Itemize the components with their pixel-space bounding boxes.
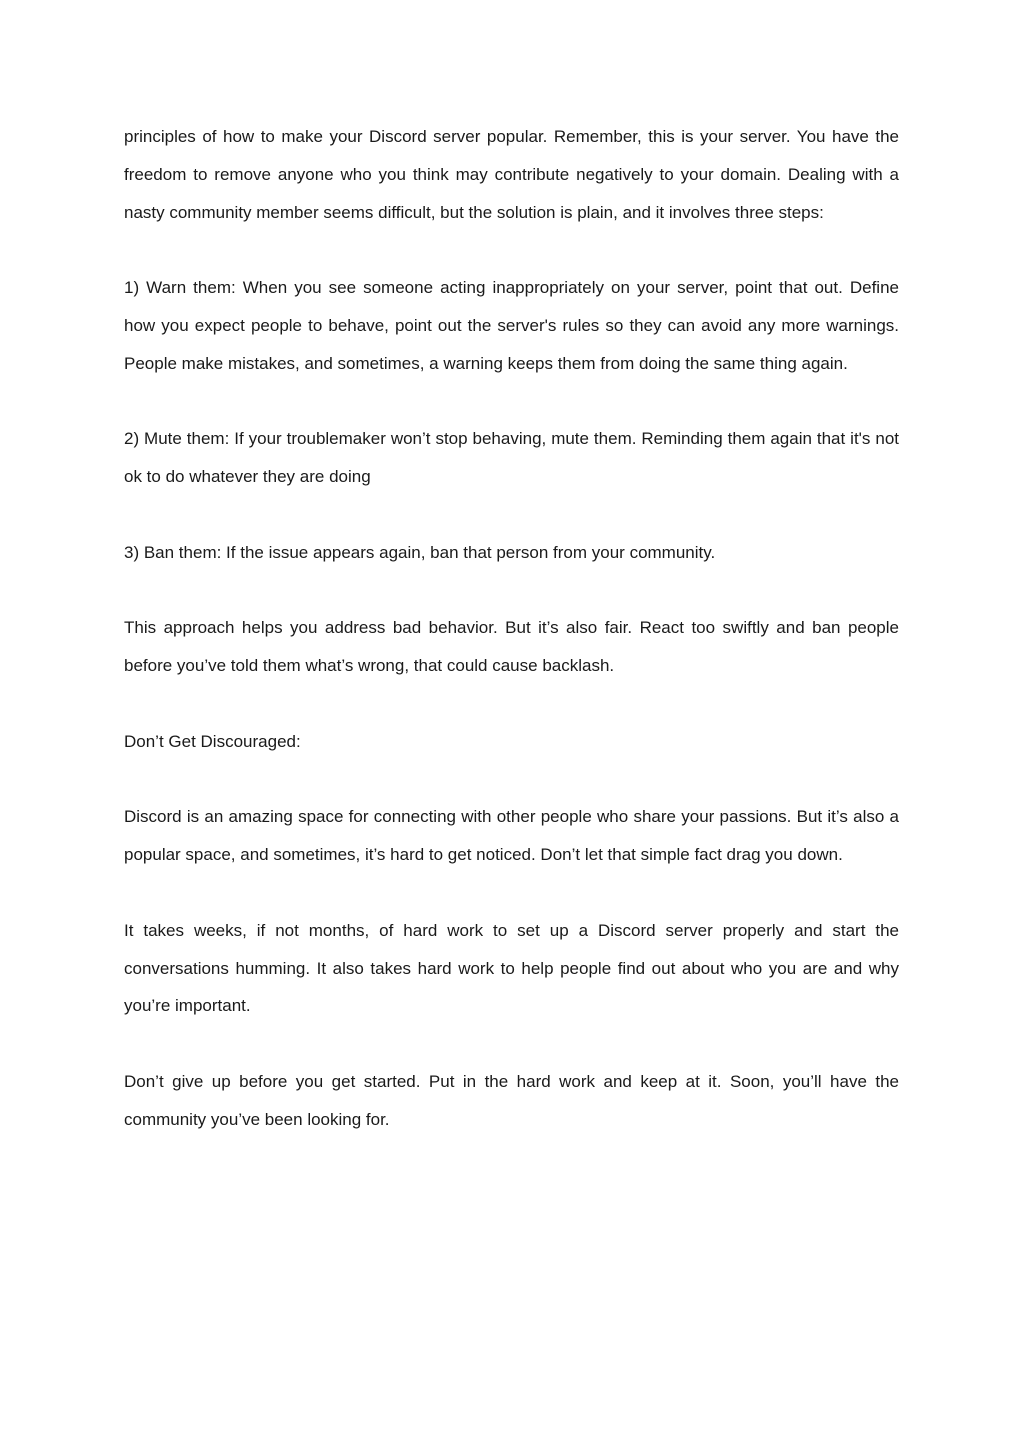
paragraph-conclusion: Don’t give up before you get started. Put in the hard work and keep at it. Soon, you’ll have the community you’ve been looking for. bbox=[124, 1071, 899, 1129]
paragraph-intro: principles of how to make your Discord server popular. Remember, this is your server. You have the freedom to remove anyone who you think may contribute negatively to your domain. Dealing with a nasty community member seems difficult, but the solution is plain, and it involves three steps: bbox=[124, 127, 899, 222]
paragraph-step-ban: 3) Ban them: If the issue appears again, ban that person from your community. bbox=[124, 542, 716, 562]
paragraph-approach: This approach helps you address bad behavior. But it’s also fair. React too swiftly and ban people before you’ve told them what’s wrong, that could cause backlash. bbox=[124, 618, 899, 676]
paragraph-step-warn: 1) Warn them: When you see someone acting inappropriately on your server, point that out. Define how you expect people to behave, point out the server's rules so they can avoid any more warnings. People make mistakes, and sometimes, a warning keeps them from doing the same thing again. bbox=[124, 278, 899, 373]
section-heading: Don’t Get Discouraged: bbox=[124, 731, 301, 751]
paragraph-step-mute: 2) Mute them: If your troublemaker won’t stop behaving, mute them. Reminding them again that it's not ok to do whatever they are doing bbox=[124, 429, 899, 487]
paragraph-hard-work: It takes weeks, if not months, of hard work to set up a Discord server properly and start the conversations humming. It also takes hard work to help people find out about who you are and why you’re important. bbox=[124, 920, 899, 1016]
document-body bbox=[124, 118, 899, 1139]
paragraph-discord-space: Discord is an amazing space for connecting with other people who share your passions. But it’s also a popular space, and sometimes, it’s hard to get noticed. Don’t let that simple fact drag you down. bbox=[124, 807, 899, 865]
